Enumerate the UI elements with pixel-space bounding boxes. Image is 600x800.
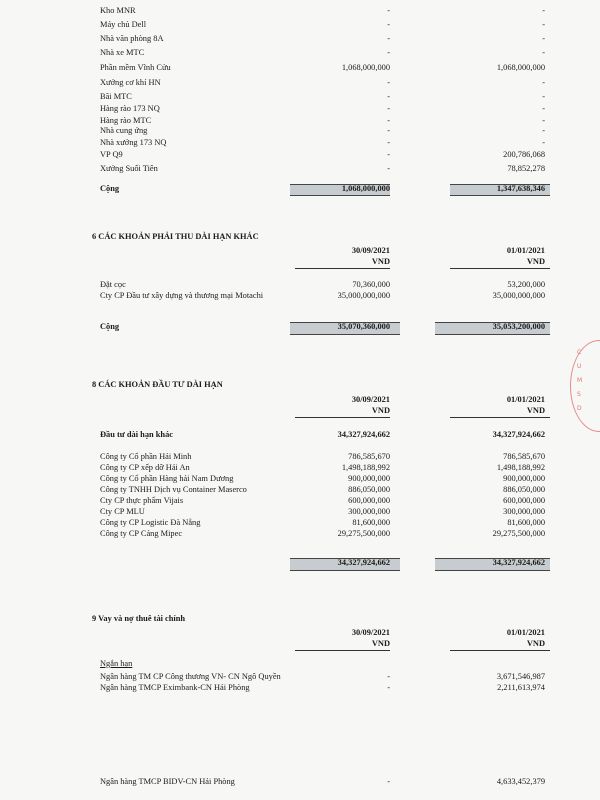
value-01-01-2021: 886,050,000 bbox=[503, 485, 545, 494]
row-label: Phần mềm Vĩnh Cửu bbox=[100, 63, 171, 72]
subheading-short-term: Ngắn hạn bbox=[100, 659, 133, 668]
value-01-01-2021: 900,000,000 bbox=[503, 474, 545, 483]
value-30-09-2021: 300,000,000 bbox=[348, 507, 390, 516]
section-8-title: 8 CÁC KHOẢN ĐẦU TƯ DÀI HẠN bbox=[92, 380, 223, 389]
header-underline bbox=[295, 650, 390, 651]
value-30-09-2021: 786,585,670 bbox=[348, 452, 390, 461]
col-header-30-09-2021: 30/09/2021 bbox=[351, 628, 390, 637]
value-30-09-2021: - bbox=[387, 92, 390, 101]
value-01-01-2021: 4,633,452,379 bbox=[496, 777, 545, 786]
header-underline bbox=[450, 268, 550, 269]
value-01-01-2021: 3,671,546,987 bbox=[496, 672, 545, 681]
value-01-01-2021: - bbox=[542, 34, 545, 43]
header-underline bbox=[295, 417, 390, 418]
value-30-09-2021: 35,000,000,000 bbox=[337, 291, 390, 300]
header-underline bbox=[450, 417, 550, 418]
value-01-01-2021: 35,053,200,000 bbox=[492, 322, 545, 331]
row-label: Cty CP MLU bbox=[100, 507, 145, 516]
row-label: Nhà xe MTC bbox=[100, 48, 145, 57]
col-header-01-01-2021: 01/01/2021 bbox=[506, 246, 545, 255]
row-label: Cty CP Đầu tư xây dựng và thương mại Motachi bbox=[100, 291, 264, 300]
row-label: Cty CP thực phẩm Vijais bbox=[100, 496, 184, 505]
row-label: Đầu tư dài hạn khác bbox=[100, 430, 173, 439]
value-01-01-2021: 81,600,000 bbox=[507, 518, 545, 527]
row-label: Nhà cung ứng bbox=[100, 126, 148, 135]
value-01-01-2021: 53,200,000 bbox=[507, 280, 545, 289]
row-label: Nhà xưởng 173 NQ bbox=[100, 138, 167, 147]
value-30-09-2021: 600,000,000 bbox=[348, 496, 390, 505]
value-30-09-2021: - bbox=[387, 126, 390, 135]
value-01-01-2021: 1,068,000,000 bbox=[496, 63, 545, 72]
col-header-01-01-2021: 01/01/2021 bbox=[506, 395, 545, 404]
value-30-09-2021: 29,275,500,000 bbox=[337, 529, 390, 538]
row-label: Bãi MTC bbox=[100, 92, 132, 101]
value-01-01-2021: 786,585,670 bbox=[503, 452, 545, 461]
value-30-09-2021: 900,000,000 bbox=[348, 474, 390, 483]
row-label: Công ty Cổ phần Hải Minh bbox=[100, 452, 192, 461]
value-01-01-2021: - bbox=[542, 6, 545, 15]
value-30-09-2021: 35,070,360,000 bbox=[337, 322, 390, 331]
col-unit-vnd: VND bbox=[526, 257, 545, 266]
value-01-01-2021: 29,275,500,000 bbox=[492, 529, 545, 538]
value-01-01-2021: 78,852,278 bbox=[507, 164, 545, 173]
header-underline bbox=[450, 650, 550, 651]
value-01-01-2021: - bbox=[542, 78, 545, 87]
row-label: Xưởng Suối Tiên bbox=[100, 164, 158, 173]
value-01-01-2021: - bbox=[542, 126, 545, 135]
total-30-09-2021: 34,327,924,662 bbox=[337, 558, 390, 567]
value-30-09-2021: 1,068,000,000 bbox=[341, 184, 390, 193]
value-01-01-2021: 1,498,188,992 bbox=[496, 463, 545, 472]
value-01-01-2021: 200,786,068 bbox=[503, 150, 545, 159]
value-30-09-2021: - bbox=[387, 20, 390, 29]
col-header-30-09-2021: 30/09/2021 bbox=[351, 246, 390, 255]
row-label: Kho MNR bbox=[100, 6, 136, 15]
value-30-09-2021: 886,050,000 bbox=[348, 485, 390, 494]
value-30-09-2021: - bbox=[387, 104, 390, 113]
value-01-01-2021: - bbox=[542, 92, 545, 101]
company-seal-stamp: C U M S D bbox=[570, 340, 600, 432]
row-label: Công ty CP Cảng Mipec bbox=[100, 529, 183, 538]
value-30-09-2021: - bbox=[387, 777, 390, 786]
value-01-01-2021: 35,000,000,000 bbox=[492, 291, 545, 300]
row-label: Đặt cọc bbox=[100, 280, 126, 289]
value-01-01-2021: - bbox=[542, 20, 545, 29]
row-label: Công ty CP xếp dỡ Hải An bbox=[100, 463, 190, 472]
value-01-01-2021: 1,347,638,346 bbox=[496, 184, 545, 193]
header-underline bbox=[295, 268, 390, 269]
col-unit-vnd: VND bbox=[526, 639, 545, 648]
value-30-09-2021: 34,327,924,662 bbox=[337, 430, 390, 439]
total-01-01-2021: 34,327,924,662 bbox=[492, 558, 545, 567]
value-30-09-2021: - bbox=[387, 6, 390, 15]
row-label: Máy chủ Dell bbox=[100, 20, 147, 29]
value-01-01-2021: 300,000,000 bbox=[503, 507, 545, 516]
value-01-01-2021: - bbox=[542, 116, 545, 125]
value-01-01-2021: - bbox=[542, 138, 545, 147]
value-30-09-2021: - bbox=[387, 683, 390, 692]
value-01-01-2021: - bbox=[542, 104, 545, 113]
value-30-09-2021: - bbox=[387, 138, 390, 147]
col-unit-vnd: VND bbox=[526, 406, 545, 415]
row-label: Công ty TNHH Dịch vụ Container Maserco bbox=[100, 485, 247, 494]
row-label: Ngân hàng TMCP Eximbank-CN Hải Phòng bbox=[100, 683, 250, 692]
value-30-09-2021: 1,068,000,000 bbox=[341, 63, 390, 72]
row-label: VP Q9 bbox=[100, 150, 123, 159]
row-label: Xưởng cơ khí HN bbox=[100, 78, 161, 87]
value-01-01-2021: 600,000,000 bbox=[503, 496, 545, 505]
value-30-09-2021: 81,600,000 bbox=[352, 518, 390, 527]
value-30-09-2021: - bbox=[387, 116, 390, 125]
row-label: Cộng bbox=[100, 184, 120, 193]
row-label: Nhà văn phòng 8A bbox=[100, 34, 164, 43]
col-header-01-01-2021: 01/01/2021 bbox=[506, 628, 545, 637]
value-30-09-2021: - bbox=[387, 34, 390, 43]
value-30-09-2021: 70,360,000 bbox=[352, 280, 390, 289]
row-label: Công ty Cổ phần Hàng hải Nam Dương bbox=[100, 474, 234, 483]
col-header-30-09-2021: 30/09/2021 bbox=[351, 395, 390, 404]
value-30-09-2021: - bbox=[387, 48, 390, 57]
value-30-09-2021: - bbox=[387, 164, 390, 173]
col-unit-vnd: VND bbox=[371, 639, 390, 648]
row-label: Hàng rào MTC bbox=[100, 116, 152, 125]
col-unit-vnd: VND bbox=[371, 257, 390, 266]
value-01-01-2021: 34,327,924,662 bbox=[492, 430, 545, 439]
section-6-title: 6 CÁC KHOẢN PHẢI THU DÀI HẠN KHÁC bbox=[92, 232, 259, 241]
col-unit-vnd: VND bbox=[371, 406, 390, 415]
value-30-09-2021: - bbox=[387, 150, 390, 159]
value-30-09-2021: - bbox=[387, 78, 390, 87]
value-30-09-2021: 1,498,188,992 bbox=[341, 463, 390, 472]
row-label: Cộng bbox=[100, 322, 120, 331]
value-01-01-2021: 2,211,613,974 bbox=[497, 683, 545, 692]
row-label: Hàng rào 173 NQ bbox=[100, 104, 160, 113]
value-30-09-2021: - bbox=[387, 672, 390, 681]
row-label: Ngân hàng TMCP BIDV-CN Hải Phòng bbox=[100, 777, 235, 786]
row-label: Công ty CP Logistic Đà Nẵng bbox=[100, 518, 201, 527]
value-01-01-2021: - bbox=[542, 48, 545, 57]
row-label: Ngân hàng TM CP Công thương VN- CN Ngô Quyền bbox=[100, 672, 281, 681]
section-9-title: 9 Vay và nợ thuê tài chính bbox=[92, 614, 186, 623]
